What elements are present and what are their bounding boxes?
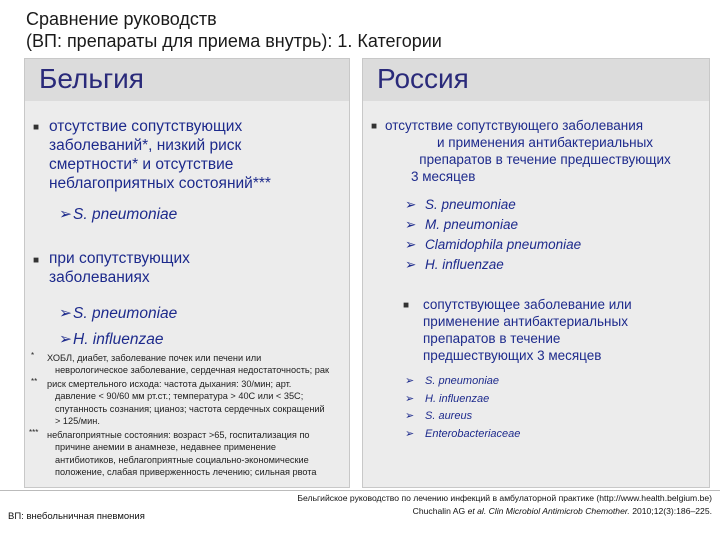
arrow-icon: ➢ <box>59 331 72 348</box>
russia-item-2 <box>423 296 707 364</box>
russia-item-1-line-4: 3 месяцев <box>411 169 476 184</box>
pathogen-item: ➢ S. pneumoniae <box>405 373 520 391</box>
belgium-item-2-line-2: заболеваниях <box>49 269 150 286</box>
slide-title <box>26 8 706 52</box>
belgium-item-1-line-3: смертности* и отсутствие <box>49 156 234 173</box>
reference-russia: Chuchalin AG et al. Clin Microbiol Antimicrob Chemother. 2010;12(3):186–225. <box>412 506 712 516</box>
pathogen-item: ➢ H. influenzae <box>405 255 581 275</box>
pathogen-item: ➢S. pneumoniae <box>59 301 177 327</box>
pathogen-item: ➢ H. influenzae <box>405 391 520 409</box>
russia-item-1 <box>385 117 705 185</box>
arrow-icon: ➢ <box>405 427 415 440</box>
pathogen-item: ➢H. influenzae <box>59 327 177 353</box>
belgium-panel <box>24 58 350 488</box>
arrow-icon: ➢ <box>59 206 72 223</box>
pathogen-item: ➢ Clamidophila pneumoniae <box>405 235 581 255</box>
belgium-heading: Бельгия <box>39 63 144 94</box>
russia-item-1-line-2: и применения антибактериальных <box>436 135 654 150</box>
arrow-icon: ➢ <box>405 237 417 252</box>
footnote-1-mark: * <box>31 351 35 360</box>
arrow-icon: ➢ <box>405 410 415 422</box>
reference-belgium: Бельгийское руководство по лечению инфекций в амбулаторной практике (http://www.health.belgium.be) <box>297 493 712 503</box>
belgium-item-1 <box>49 117 341 193</box>
russia-item-2-line-2: применение антибактериальных <box>423 314 628 329</box>
russia-panel <box>362 58 710 488</box>
russia-header <box>363 59 709 101</box>
slide-title-line-1: Сравнение руководств <box>26 9 217 29</box>
bullet-icon: ■ <box>371 121 378 132</box>
pathogen-item: ➢ S. pneumoniae <box>405 195 581 215</box>
arrow-icon: ➢ <box>405 392 415 405</box>
footer-references <box>236 492 712 518</box>
arrow-icon: ➢ <box>405 197 417 212</box>
russia-item-1-line-1: отсутствие сопутствующего заболевания <box>385 118 644 133</box>
arrow-icon: ➢ <box>405 375 415 387</box>
belgium-item-1-line-4: неблагоприятных состояний*** <box>49 175 271 192</box>
pathogen-item: ➢ Enterobacteriaceae <box>405 426 520 444</box>
bullet-icon: ■ <box>403 300 410 311</box>
belgium-item-1-line-1: отсутствие сопутствующих <box>49 118 243 135</box>
arrow-icon: ➢ <box>405 217 417 232</box>
footnote-3: неблагоприятные состояния: возраст >65, госпитализация по причине анемии в анамнезе, недавнее применение антибиотиков, неблагоприятные социально-экономические положение, слабая приверженность лечению; сильная рвота <box>47 430 317 477</box>
arrow-icon: ➢ <box>405 257 417 272</box>
footnote-1: ХОБЛ, диабет, заболевание почек или печени или неврологическое заболевание, сердечная недостаточность; рак <box>47 353 330 376</box>
slide-title-line-2: (ВП: препараты для приема внутрь): 1. Категории <box>26 31 442 51</box>
russia-item-2-line-1: сопутствующее заболевание или <box>423 297 632 312</box>
russia-item-2-pathogens <box>405 373 520 443</box>
belgium-item-1-pathogen: ➢S. pneumoniae <box>59 206 178 223</box>
bullet-icon: ■ <box>33 122 40 133</box>
russia-heading: Россия <box>377 63 469 94</box>
arrow-icon: ➢ <box>59 305 72 322</box>
footer-abbreviation: ВП: внебольничная пневмония <box>8 511 145 522</box>
russia-item-2-line-4: предшествующих 3 месяцев <box>423 348 602 363</box>
footer-divider <box>0 490 720 491</box>
belgium-item-1-line-2: заболеваний*, низкий риск <box>49 137 242 154</box>
russia-item-1-line-3: препаратов в течение предшествующих <box>419 152 671 167</box>
belgium-item-2-line-1: при сопутствующих <box>49 250 190 267</box>
belgium-item-2-pathogens <box>59 301 177 353</box>
pathogen-item: ➢ S. aureus <box>405 408 520 426</box>
belgium-header <box>25 59 349 101</box>
russia-item-1-pathogens <box>405 195 581 275</box>
footnote-2: риск смертельного исхода: частота дыхания: 30/мин; арт. давление < 90/60 мм рт.ст.; температура > 40С или < 35С; спутанность сознания; цианоз; частота сердечных сокращений > 125/мин. <box>47 379 325 426</box>
pathogen-item: ➢ M. pneumoniae <box>405 215 581 235</box>
footnote-2-mark: ** <box>31 377 38 386</box>
belgium-item-2 <box>49 249 341 287</box>
footnote-3-mark: *** <box>29 428 39 437</box>
russia-item-2-line-3: препаратов в течение <box>423 331 561 346</box>
bullet-icon: ■ <box>33 255 40 266</box>
